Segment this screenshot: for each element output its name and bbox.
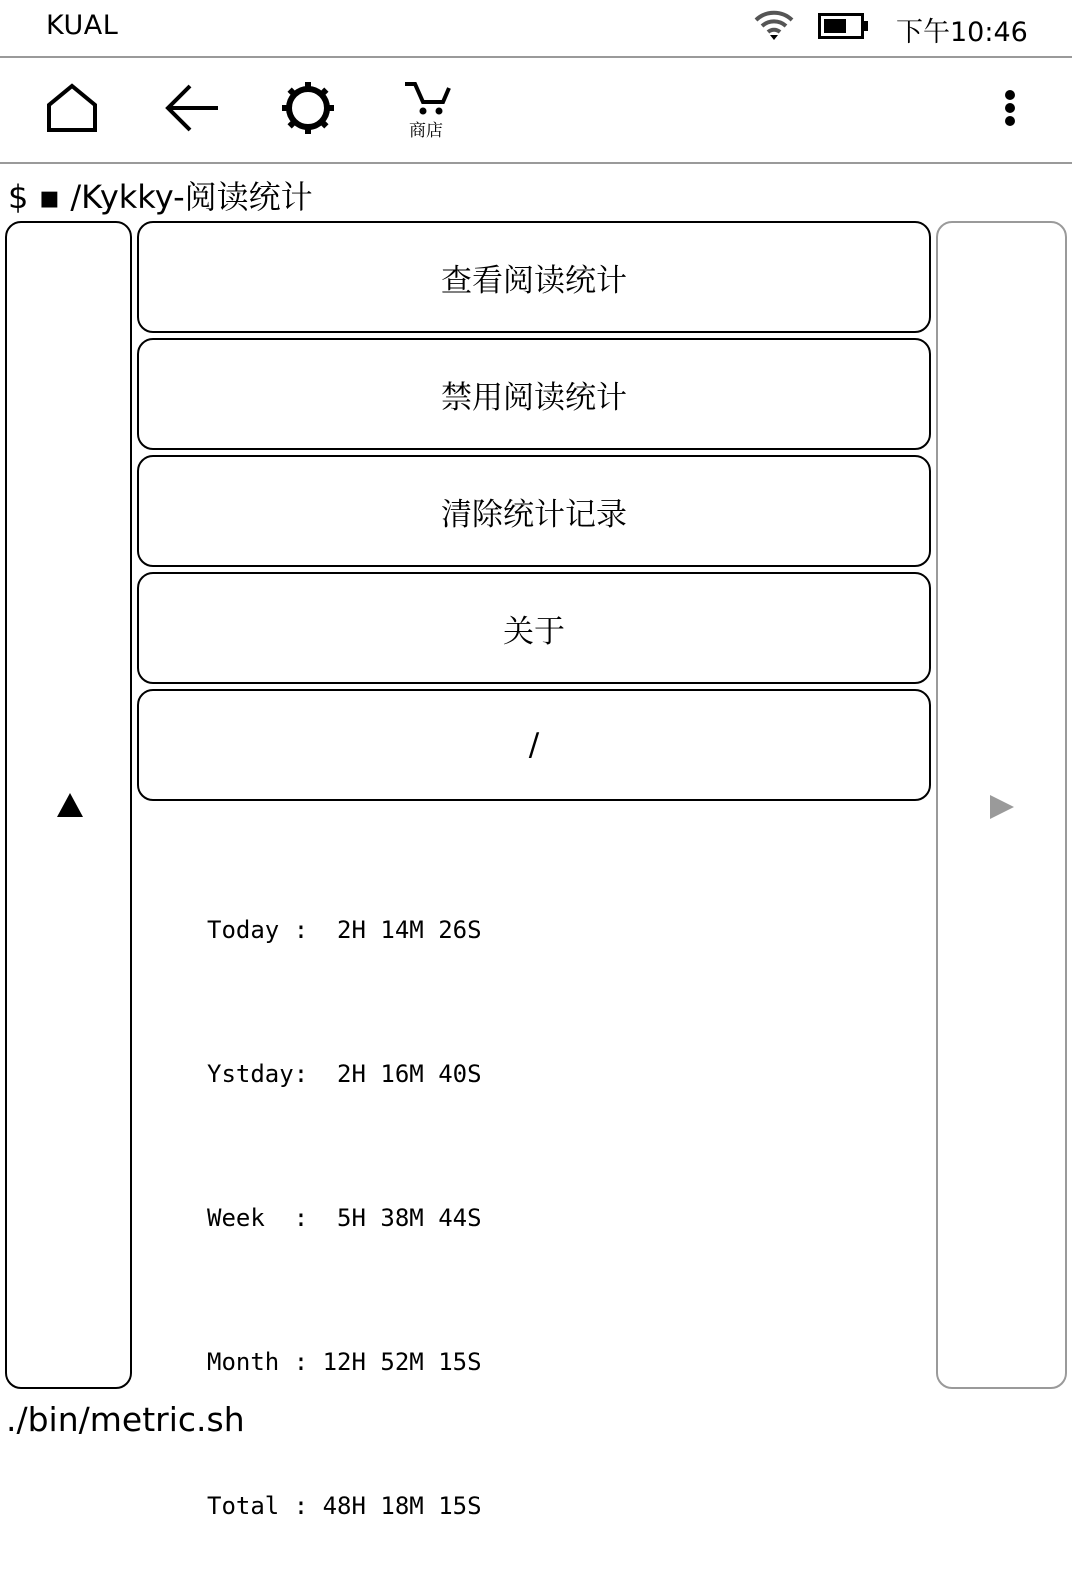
store-label: 商店 [409, 120, 443, 141]
stats-row [207, 1482, 482, 1530]
menu-item-label: 查看阅读统计 [441, 262, 627, 299]
triangle-up-icon [57, 793, 83, 817]
reading-stats-output [207, 810, 482, 1578]
app-name: KUAL [46, 10, 119, 41]
menu-path-title: $ ▪ /Kykky-阅读统计 [8, 178, 313, 216]
menu-item-label: 清除统计记录 [441, 496, 627, 533]
menu-item-label: 关于 [503, 613, 565, 650]
stats-row [207, 1050, 482, 1098]
menu-item-disable-stats[interactable] [137, 338, 931, 450]
stats-label: Month : [207, 1348, 309, 1376]
cart-icon [401, 80, 451, 120]
toolbar [0, 58, 1072, 162]
menu-item-clear-records[interactable] [137, 455, 931, 567]
more-menu-button[interactable] [978, 76, 1042, 144]
stats-label: Today : [207, 916, 309, 944]
back-arrow-icon [164, 83, 220, 137]
menu-item-label: / [528, 727, 540, 763]
clock: 下午10:46 [896, 17, 1028, 48]
menu-item-separator[interactable] [137, 689, 931, 801]
stats-value: 2H 16M 40S [308, 1060, 482, 1088]
stats-row [207, 1338, 482, 1386]
stats-value: 48H 18M 15S [308, 1492, 482, 1520]
stats-value: 5H 38M 44S [308, 1204, 482, 1232]
stats-value: 12H 52M 15S [308, 1348, 482, 1376]
store-button[interactable] [394, 76, 458, 144]
toolbar-divider [0, 162, 1072, 164]
stats-label: Ystday: [207, 1060, 309, 1088]
stats-label: Total : [207, 1492, 309, 1520]
more-vertical-icon [1004, 88, 1016, 132]
battery-icon [818, 13, 870, 39]
stats-row [207, 1194, 482, 1242]
triangle-right-icon [990, 795, 1014, 819]
previous-level-button[interactable] [5, 221, 132, 1389]
menu-item-label: 禁用阅读统计 [441, 379, 627, 416]
wifi-icon [754, 10, 794, 42]
back-button[interactable] [160, 76, 224, 144]
home-button[interactable] [40, 76, 104, 144]
stats-row [207, 906, 482, 954]
menu-item-view-stats[interactable] [137, 221, 931, 333]
stats-label: Week : [207, 1204, 309, 1232]
home-icon [46, 83, 98, 137]
brightness-icon [280, 80, 336, 140]
brightness-button[interactable] [276, 76, 340, 144]
command-path: ./bin/metric.sh [6, 1400, 245, 1439]
menu-item-about[interactable] [137, 572, 931, 684]
next-page-button[interactable] [936, 221, 1067, 1389]
status-bar [0, 0, 1072, 56]
stats-value: 2H 14M 26S [308, 916, 482, 944]
